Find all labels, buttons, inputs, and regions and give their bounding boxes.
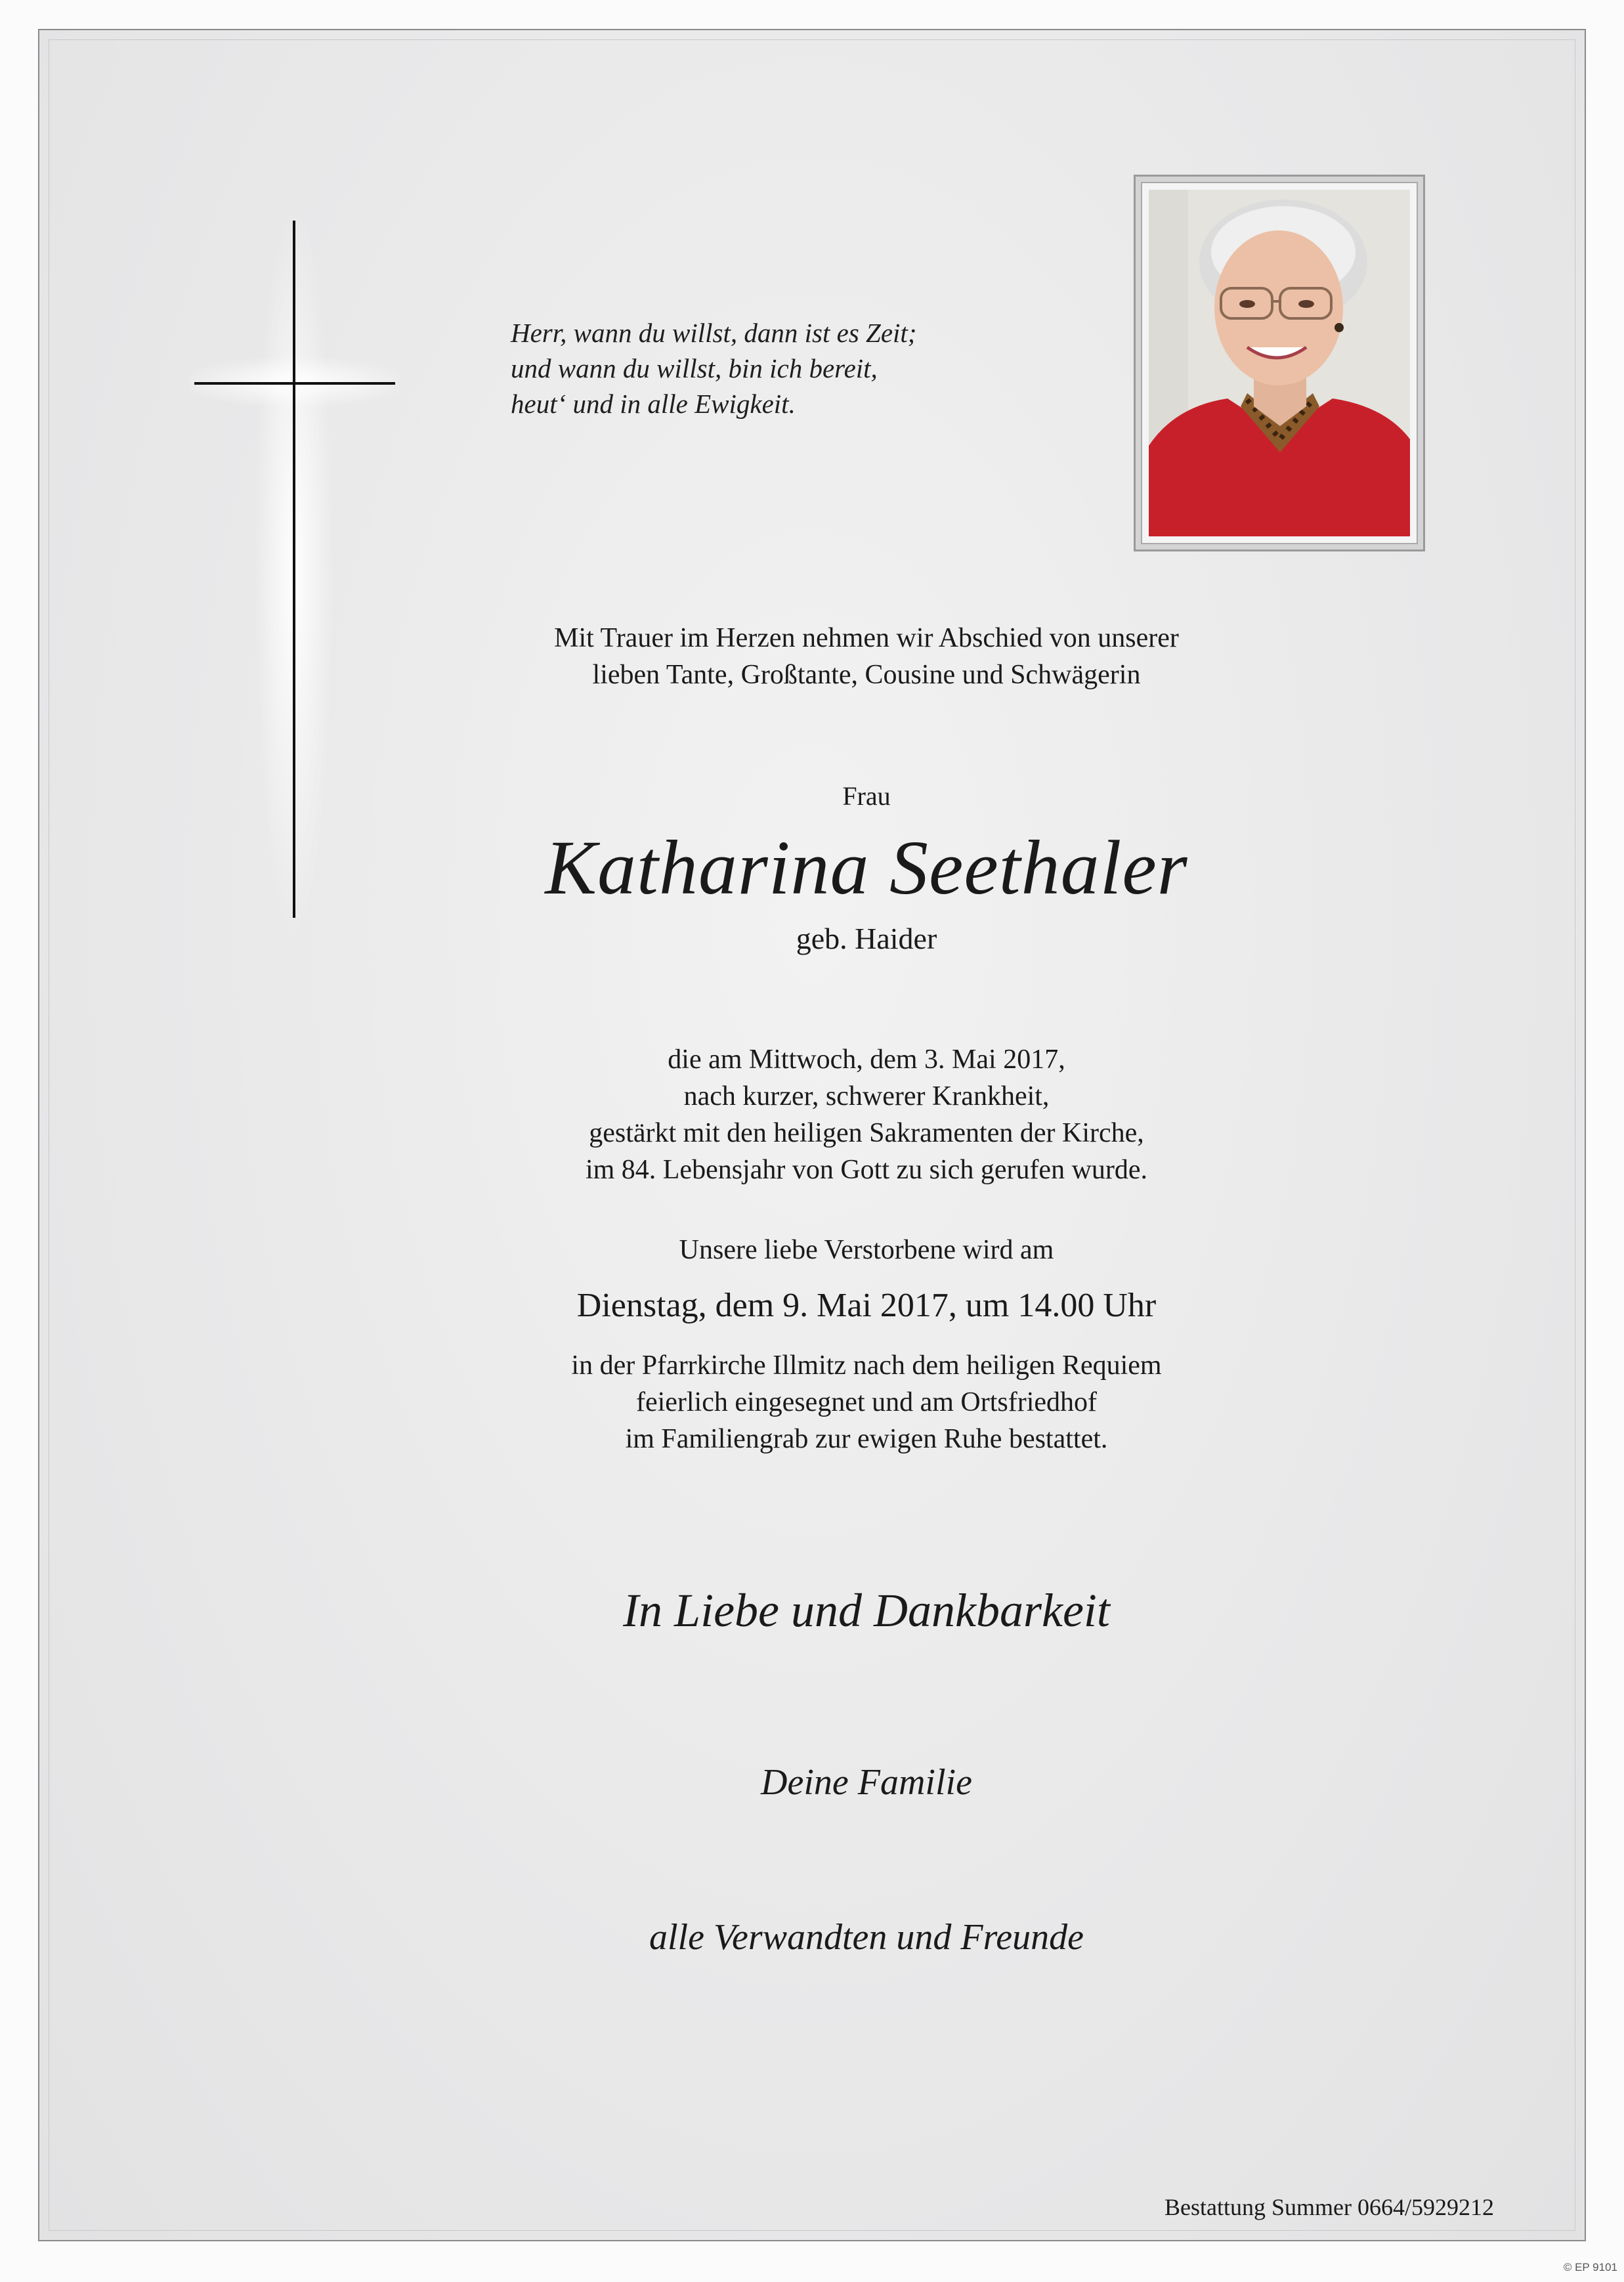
death-details: [341, 1041, 1392, 1188]
signature-relatives: alle Verwandten und Freunde: [649, 1917, 1084, 1958]
funeral-intro: Unsere liebe Verstorbene wird am: [679, 1235, 1054, 1265]
portrait-illustration: [1149, 190, 1410, 536]
funeral-line: im Familiengrab zur ewigen Ruhe bestattet.: [625, 1424, 1108, 1454]
verse-line: heut‘ und in alle Ewigkeit.: [511, 389, 796, 419]
closing-phrase: In Liebe und Dankbarkeit: [623, 1584, 1110, 1637]
form-code: © EP 9101: [1563, 2261, 1617, 2273]
funeral-date: Dienstag, dem 9. Mai 2017, um 14.00 Uhr: [576, 1287, 1157, 1324]
death-line: die am Mittwoch, dem 3. Mai 2017,: [668, 1044, 1065, 1075]
bible-verse: [511, 315, 1036, 421]
intro-line: lieben Tante, Großtante, Cousine und Schwägerin: [592, 660, 1141, 690]
death-line: gestärkt mit den heiligen Sakramenten der Kirche,: [589, 1118, 1144, 1148]
death-line: nach kurzer, schwerer Krankheit,: [683, 1081, 1050, 1111]
funeral-line: in der Pfarrkirche Illmitz nach dem heiligen Requiem: [571, 1350, 1162, 1381]
verse-line: Herr, wann du willst, dann ist es Zeit;: [511, 318, 917, 348]
verse-line: und wann du willst, bin ich bereit,: [511, 353, 878, 383]
intro-line: Mit Trauer im Herzen nehmen wir Abschied von unserer: [554, 623, 1179, 653]
undertaker-contact: Bestattung Summer 0664/5929212: [1165, 2194, 1494, 2220]
portrait-frame: [1134, 175, 1425, 551]
birth-name: geb. Haider: [796, 922, 937, 955]
salutation: Frau: [842, 781, 891, 811]
funeral-line: feierlich eingesegnet und am Ortsfriedhof: [635, 1387, 1098, 1417]
cross-horizontal-bar: [194, 382, 395, 385]
funeral-details: [341, 1347, 1392, 1457]
portrait-photo: [1149, 190, 1410, 536]
intro-text: [341, 620, 1392, 693]
death-line: im 84. Lebensjahr von Gott zu sich gerufen wurde.: [585, 1155, 1148, 1185]
signature-family: Deine Familie: [761, 1762, 972, 1803]
deceased-name: Katharina Seethaler: [545, 825, 1188, 911]
cross-vertical-bar: [293, 221, 295, 918]
